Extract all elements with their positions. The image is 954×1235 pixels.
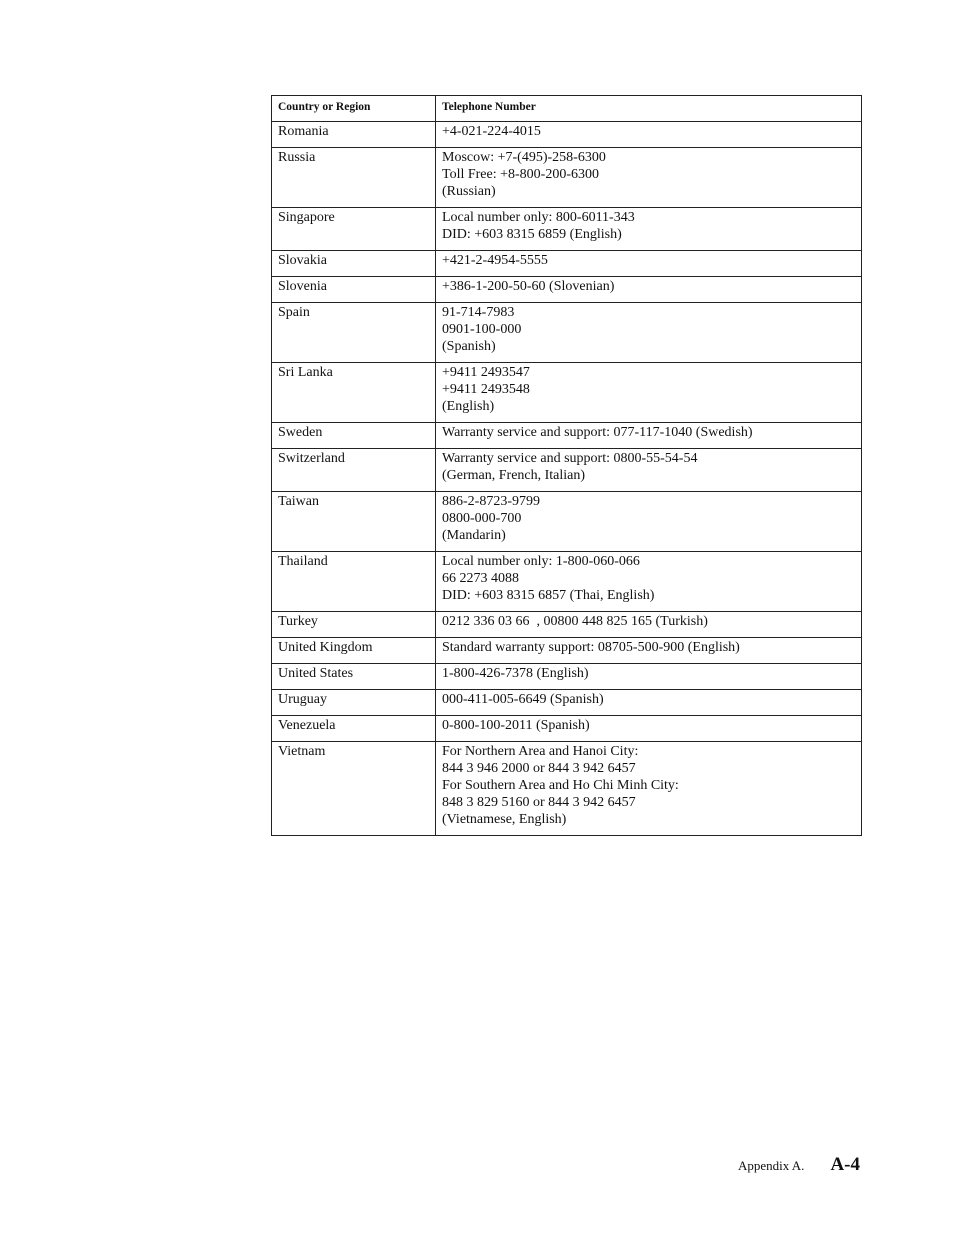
telephone-line: For Southern Area and Ho Chi Minh City: <box>442 778 679 793</box>
footer-label: Appendix A. <box>737 1158 805 1173</box>
telephone-line: DID: +603 8315 6859 (English) <box>442 227 622 242</box>
telephone-line: +9411 2493548 <box>442 382 530 397</box>
country-cell: Taiwan <box>272 492 436 552</box>
table-row <box>272 251 862 277</box>
table-row <box>272 363 862 423</box>
table-row <box>272 742 862 836</box>
table-row <box>272 148 862 208</box>
telephone-cell <box>436 303 862 363</box>
country-cell: Switzerland <box>272 449 436 492</box>
country-cell: United States <box>272 664 436 690</box>
telephone-line: 886-2-8723-9799 <box>442 494 540 509</box>
telephone-line: +9411 2493547 <box>442 365 530 380</box>
country-cell: Slovakia <box>272 251 436 277</box>
country-cell: Turkey <box>272 612 436 638</box>
telephone-cell <box>436 664 862 690</box>
telephone-line: 0-800-100-2011 (Spanish) <box>442 718 590 733</box>
table-row <box>272 690 862 716</box>
telephone-cell <box>436 449 862 492</box>
page-number: A-4 <box>830 1154 860 1175</box>
table-row <box>272 449 862 492</box>
country-cell: Vietnam <box>272 742 436 836</box>
telephone-line: 0212 336 03 66 , 00800 448 825 165 (Turkish) <box>442 614 708 629</box>
telephone-line: Toll Free: +8-800-200-6300 <box>442 167 600 182</box>
telephone-cell <box>436 208 862 251</box>
table-row <box>272 492 862 552</box>
telephone-line: Warranty service and support: 077-117-1040 (Swedish) <box>442 425 753 440</box>
support-phone-table <box>271 95 862 836</box>
telephone-line: 844 3 946 2000 or 844 3 942 6457 <box>442 761 636 776</box>
telephone-cell <box>436 638 862 664</box>
country-cell: Uruguay <box>272 690 436 716</box>
table-row <box>272 716 862 742</box>
table-body <box>272 122 862 836</box>
telephone-line: 0800-000-700 <box>442 511 522 526</box>
telephone-line: Standard warranty support: 08705-500-900 (English) <box>442 640 740 655</box>
country-cell: Spain <box>272 303 436 363</box>
table-row <box>272 208 862 251</box>
telephone-line: Warranty service and support: 0800-55-54-54 <box>442 451 698 466</box>
telephone-cell <box>436 612 862 638</box>
table-row <box>272 638 862 664</box>
page-footer <box>738 1154 860 1176</box>
country-cell: Slovenia <box>272 277 436 303</box>
telephone-line: (German, French, Italian) <box>442 468 586 483</box>
country-cell: Thailand <box>272 552 436 612</box>
country-cell: Russia <box>272 148 436 208</box>
country-cell: Sri Lanka <box>272 363 436 423</box>
table-row <box>272 303 862 363</box>
telephone-cell <box>436 251 862 277</box>
telephone-line: +421-2-4954-5555 <box>442 253 548 268</box>
table-header-row <box>272 96 862 122</box>
country-cell: Sweden <box>272 423 436 449</box>
telephone-line: 0901-100-000 <box>442 322 522 337</box>
telephone-line: 848 3 829 5160 or 844 3 942 6457 <box>442 795 636 810</box>
table-row <box>272 664 862 690</box>
telephone-cell <box>436 363 862 423</box>
telephone-cell <box>436 492 862 552</box>
telephone-line: (English) <box>442 399 495 414</box>
telephone-line: 1-800-426-7378 (English) <box>442 666 589 681</box>
telephone-cell <box>436 423 862 449</box>
telephone-line: 66 2273 4088 <box>442 571 519 586</box>
country-cell: Venezuela <box>272 716 436 742</box>
telephone-cell <box>436 690 862 716</box>
country-cell: Romania <box>272 122 436 148</box>
telephone-line: 000-411-005-6649 (Spanish) <box>442 692 604 707</box>
table-row <box>272 122 862 148</box>
table-row <box>272 423 862 449</box>
table-row <box>272 277 862 303</box>
telephone-line: (Spanish) <box>442 339 496 354</box>
telephone-cell <box>436 742 862 836</box>
telephone-cell <box>436 552 862 612</box>
telephone-line: (Mandarin) <box>442 528 506 543</box>
country-cell: Singapore <box>272 208 436 251</box>
telephone-line: Local number only: 800-6011-343 <box>442 210 635 225</box>
telephone-line: 91-714-7983 <box>442 305 515 320</box>
telephone-cell <box>436 277 862 303</box>
telephone-line: +386-1-200-50-60 (Slovenian) <box>442 279 615 294</box>
telephone-line: Local number only: 1-800-060-066 <box>442 554 640 569</box>
telephone-cell <box>436 716 862 742</box>
telephone-line: Moscow: +7-(495)-258-6300 <box>442 150 606 165</box>
telephone-cell <box>436 148 862 208</box>
telephone-line: (Russian) <box>442 184 496 199</box>
telephone-line: DID: +603 8315 6857 (Thai, English) <box>442 588 655 603</box>
column-header-telephone: Telephone Number <box>436 96 862 122</box>
telephone-cell <box>436 122 862 148</box>
table-row <box>272 552 862 612</box>
country-cell: United Kingdom <box>272 638 436 664</box>
column-header-country: Country or Region <box>272 96 436 122</box>
telephone-line: +4-021-224-4015 <box>442 124 541 139</box>
table-row <box>272 612 862 638</box>
telephone-line: For Northern Area and Hanoi City: <box>442 744 639 759</box>
telephone-line: (Vietnamese, English) <box>442 812 567 827</box>
